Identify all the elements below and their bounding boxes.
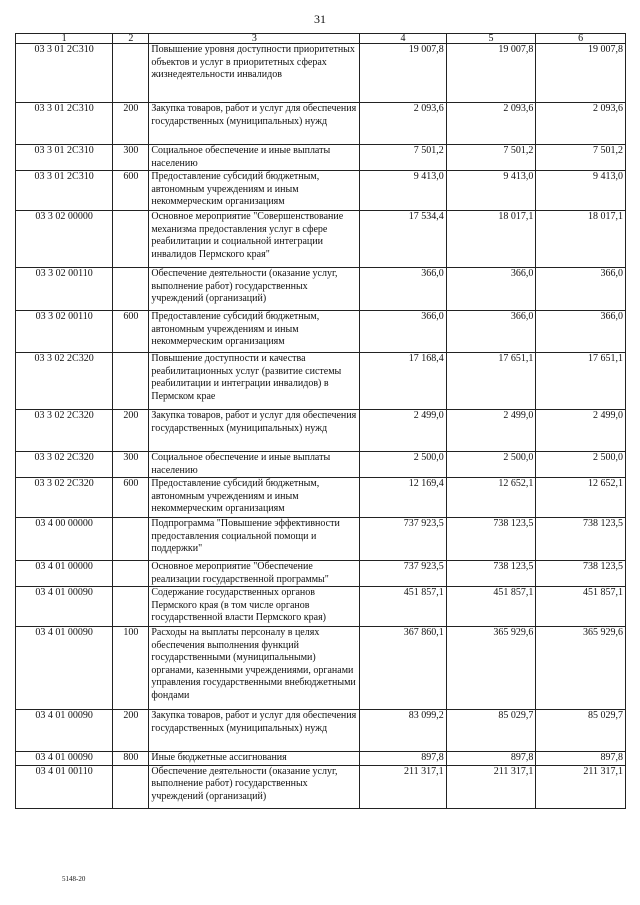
amount-col6: 18 017,1 (536, 211, 626, 268)
budget-code: 03 3 02 2С320 (16, 410, 113, 452)
item-name: Обеспечение деятельности (оказание услуг, выполнение работ) государственных учреждений (организаций) (149, 765, 360, 808)
amount-col6: 2 499,0 (536, 410, 626, 452)
amount-col4: 366,0 (360, 268, 446, 311)
budget-code: 03 4 00 00000 (16, 518, 113, 561)
expense-type: 300 (113, 452, 149, 478)
column-number-row (16, 34, 626, 44)
expense-type (113, 518, 149, 561)
amount-col4: 12 169,4 (360, 478, 446, 518)
budget-code: 03 4 01 00090 (16, 710, 113, 752)
table-row (16, 627, 626, 710)
amount-col5: 366,0 (446, 268, 536, 311)
table-row (16, 103, 626, 145)
item-name: Закупка товаров, работ и услуг для обеспечения государственных (муниципальных) нужд (149, 410, 360, 452)
column-header-3: 3 (149, 34, 360, 44)
amount-col4: 367 860,1 (360, 627, 446, 710)
amount-col5: 17 651,1 (446, 353, 536, 410)
budget-code: 03 4 01 00110 (16, 765, 113, 808)
amount-col6: 897,8 (536, 752, 626, 766)
table-row (16, 44, 626, 103)
expense-type (113, 44, 149, 103)
amount-col4: 9 413,0 (360, 171, 446, 211)
item-name: Иные бюджетные ассигнования (149, 752, 360, 766)
amount-col5: 7 501,2 (446, 145, 536, 171)
column-header-5: 5 (446, 34, 536, 44)
amount-col5: 211 317,1 (446, 765, 536, 808)
amount-col6: 7 501,2 (536, 145, 626, 171)
amount-col5: 897,8 (446, 752, 536, 766)
amount-col4: 83 099,2 (360, 710, 446, 752)
budget-code: 03 4 01 00090 (16, 752, 113, 766)
budget-code: 03 4 01 00090 (16, 587, 113, 627)
expense-type: 200 (113, 410, 149, 452)
budget-code: 03 4 01 00000 (16, 561, 113, 587)
table-row (16, 561, 626, 587)
table-row (16, 171, 626, 211)
amount-col6: 12 652,1 (536, 478, 626, 518)
amount-col4: 737 923,5 (360, 561, 446, 587)
budget-code: 03 3 01 2С310 (16, 44, 113, 103)
amount-col6: 85 029,7 (536, 710, 626, 752)
expense-type: 300 (113, 145, 149, 171)
item-name: Предоставление субсидий бюджетным, автономным учреждениям и иным некоммерческим организациям (149, 478, 360, 518)
expense-type: 600 (113, 171, 149, 211)
amount-col5: 2 093,6 (446, 103, 536, 145)
amount-col5: 9 413,0 (446, 171, 536, 211)
amount-col4: 897,8 (360, 752, 446, 766)
expense-type (113, 268, 149, 311)
table-row (16, 311, 626, 353)
table-row (16, 765, 626, 808)
expense-type (113, 765, 149, 808)
item-name: Расходы на выплаты персоналу в целях обеспечения выполнения функций государственными (муниципальными) органами, казенными учреждениями, органами управления государственными внебюджетными фондами (149, 627, 360, 710)
amount-col4: 2 093,6 (360, 103, 446, 145)
table-row (16, 211, 626, 268)
expense-type: 600 (113, 311, 149, 353)
amount-col6: 366,0 (536, 311, 626, 353)
column-header-4: 4 (360, 34, 446, 44)
amount-col4: 2 499,0 (360, 410, 446, 452)
item-name: Предоставление субсидий бюджетным, автономным учреждениям и иным некоммерческим организациям (149, 171, 360, 211)
amount-col5: 738 123,5 (446, 561, 536, 587)
budget-code: 03 3 02 00110 (16, 311, 113, 353)
amount-col5: 738 123,5 (446, 518, 536, 561)
page-number: 31 (314, 12, 326, 26)
expense-type (113, 561, 149, 587)
amount-col5: 451 857,1 (446, 587, 536, 627)
amount-col5: 12 652,1 (446, 478, 536, 518)
amount-col4: 2 500,0 (360, 452, 446, 478)
table-row (16, 410, 626, 452)
item-name: Закупка товаров, работ и услуг для обеспечения государственных (муниципальных) нужд (149, 103, 360, 145)
amount-col6: 9 413,0 (536, 171, 626, 211)
budget-code: 03 3 02 00110 (16, 268, 113, 311)
expense-type: 200 (113, 710, 149, 752)
amount-col6: 738 123,5 (536, 561, 626, 587)
amount-col6: 2 500,0 (536, 452, 626, 478)
amount-col4: 737 923,5 (360, 518, 446, 561)
item-name: Основное мероприятие "Совершенствование механизма предоставления услуг в сфере реабилитации и социальной интеграции инвалидов Пермского края" (149, 211, 360, 268)
expense-type: 600 (113, 478, 149, 518)
table-row (16, 752, 626, 766)
item-name: Социальное обеспечение и иные выплаты населению (149, 145, 360, 171)
item-name: Повышение уровня доступности приоритетных объектов и услуг в приоритетных сферах жизнедеятельности инвалидов (149, 44, 360, 103)
amount-col6: 738 123,5 (536, 518, 626, 561)
table-row (16, 452, 626, 478)
amount-col5: 365 929,6 (446, 627, 536, 710)
budget-table (15, 33, 626, 809)
amount-col5: 2 499,0 (446, 410, 536, 452)
item-name: Обеспечение деятельности (оказание услуг, выполнение работ) государственных учреждений (организаций) (149, 268, 360, 311)
budget-code: 03 3 02 2С320 (16, 353, 113, 410)
amount-col6: 19 007,8 (536, 44, 626, 103)
item-name: Основное мероприятие "Обеспечение реализации государственной программы" (149, 561, 360, 587)
amount-col5: 18 017,1 (446, 211, 536, 268)
table-row (16, 587, 626, 627)
column-header-2: 2 (113, 34, 149, 44)
item-name: Повышение доступности и качества реабилитационных услуг (развитие системы реабилитации и интеграции инвалидов) в Пермском крае (149, 353, 360, 410)
amount-col4: 366,0 (360, 311, 446, 353)
table-row (16, 710, 626, 752)
amount-col5: 2 500,0 (446, 452, 536, 478)
table-body (16, 44, 626, 809)
amount-col5: 366,0 (446, 311, 536, 353)
amount-col6: 17 651,1 (536, 353, 626, 410)
budget-code: 03 3 01 2С310 (16, 145, 113, 171)
expense-type: 100 (113, 627, 149, 710)
expense-type: 200 (113, 103, 149, 145)
budget-code: 03 3 01 2С310 (16, 103, 113, 145)
budget-code: 03 3 02 2С320 (16, 478, 113, 518)
amount-col4: 17 534,4 (360, 211, 446, 268)
amount-col6: 365 929,6 (536, 627, 626, 710)
table-row (16, 353, 626, 410)
amount-col4: 17 168,4 (360, 353, 446, 410)
footer-code: 5148-20 (62, 875, 86, 883)
amount-col5: 85 029,7 (446, 710, 536, 752)
budget-code: 03 3 02 2С320 (16, 452, 113, 478)
amount-col4: 451 857,1 (360, 587, 446, 627)
item-name: Предоставление субсидий бюджетным, автономным учреждениям и иным некоммерческим организациям (149, 311, 360, 353)
amount-col4: 19 007,8 (360, 44, 446, 103)
amount-col6: 366,0 (536, 268, 626, 311)
table-row (16, 518, 626, 561)
item-name: Закупка товаров, работ и услуг для обеспечения государственных (муниципальных) нужд (149, 710, 360, 752)
expense-type (113, 353, 149, 410)
amount-col6: 451 857,1 (536, 587, 626, 627)
column-header-6: 6 (536, 34, 626, 44)
item-name: Содержание государственных органов Пермского края (в том числе органов государственной власти Пермского края) (149, 587, 360, 627)
amount-col5: 19 007,8 (446, 44, 536, 103)
table-row (16, 145, 626, 171)
expense-type (113, 587, 149, 627)
expense-type (113, 211, 149, 268)
table-row (16, 478, 626, 518)
amount-col6: 211 317,1 (536, 765, 626, 808)
budget-code: 03 3 02 00000 (16, 211, 113, 268)
expense-type: 800 (113, 752, 149, 766)
table-row (16, 268, 626, 311)
budget-code: 03 4 01 00090 (16, 627, 113, 710)
budget-code: 03 3 01 2С310 (16, 171, 113, 211)
amount-col6: 2 093,6 (536, 103, 626, 145)
item-name: Социальное обеспечение и иные выплаты населению (149, 452, 360, 478)
amount-col4: 7 501,2 (360, 145, 446, 171)
column-header-1: 1 (16, 34, 113, 44)
amount-col4: 211 317,1 (360, 765, 446, 808)
item-name: Подпрограмма "Повышение эффективности предоставления социальной помощи и поддержки" (149, 518, 360, 561)
